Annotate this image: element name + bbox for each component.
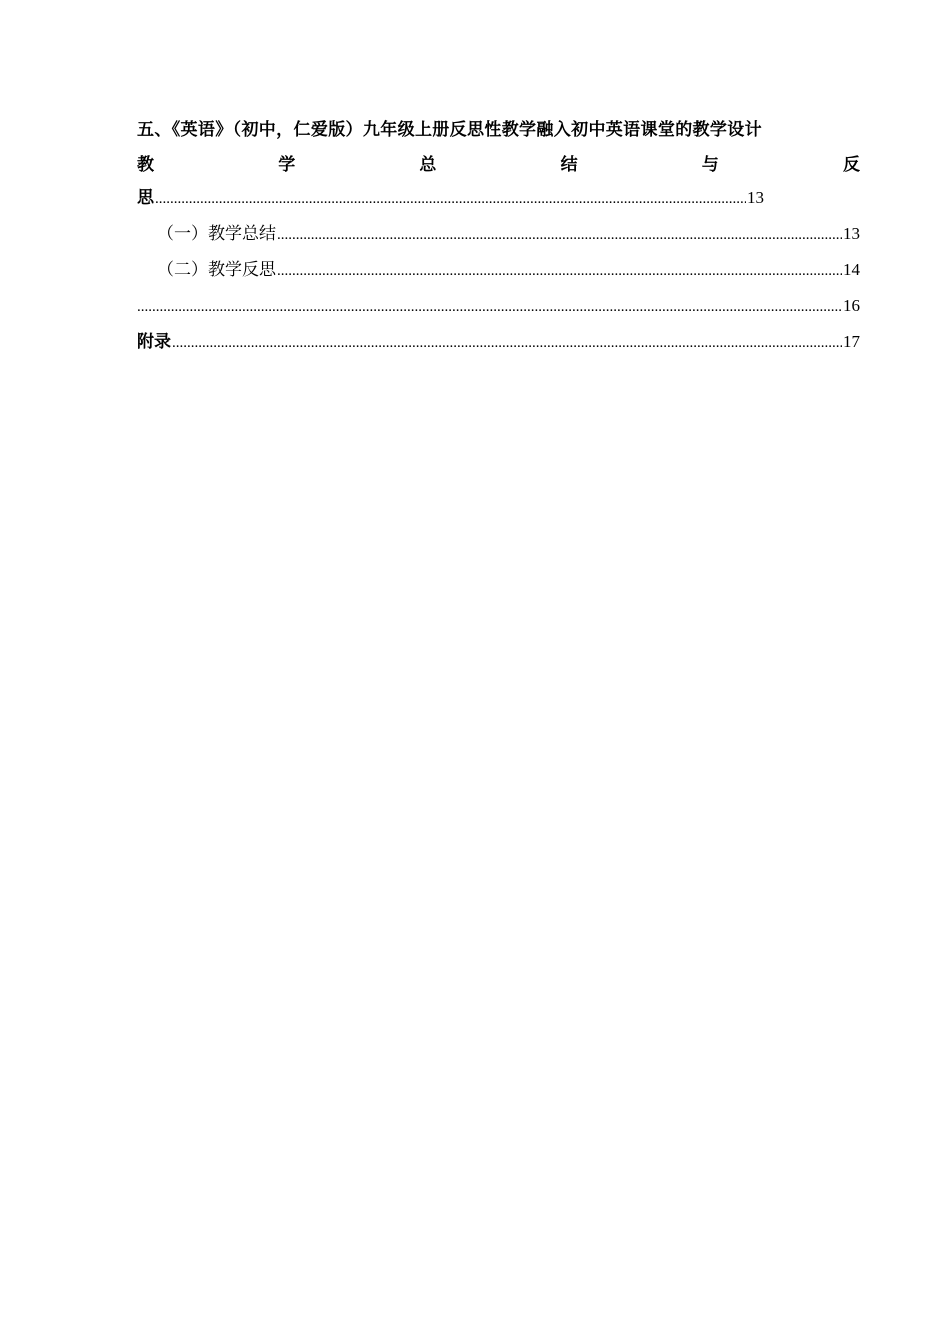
toc-entry-5-char: 学 [278,155,296,175]
toc-entry-5-line-2[interactable] [137,153,860,177]
toc-leader-dots [277,223,842,247]
toc-entry-5-char: 结 [560,155,578,175]
toc-blank-entry-page: 16 [843,296,860,315]
toc-leader-dots [155,187,746,211]
toc-entry-5-line-1[interactable] [137,118,860,142]
toc-appendix-title: 附录 [137,332,171,352]
toc-blank-entry[interactable] [137,294,860,318]
toc-entry-5-char: 总 [419,155,437,175]
toc-leader-dots [137,295,842,319]
toc-entry-5-char: 与 [701,155,719,175]
toc-appendix-page: 17 [843,332,860,351]
toc-leader-dots [172,331,842,355]
toc-leader-dots [277,259,842,283]
toc-appendix-entry[interactable] [137,330,860,354]
toc-entry-5-line-3[interactable] [137,186,764,210]
toc-entry-5-title-line-1: 五、《英语》（初中，仁爱版）九年级上册反思性教学融入初中英语课堂的教学设计 [137,120,762,140]
toc-sub-entry-2-title: （二）教学反思 [157,260,276,280]
toc-sub-entry-2-page: 14 [843,260,860,279]
toc-sub-entry-1-title: （一）教学总结 [157,224,276,244]
toc-sub-entry-1[interactable] [157,222,860,246]
toc-sub-entry-1-page: 13 [843,224,860,243]
toc-entry-5-page: 13 [747,188,764,207]
toc-entry-5-char: 反 [842,155,860,175]
toc-entry-5-char: 教 [137,155,154,175]
toc-entry-5-title-line-3: 思 [137,188,154,208]
toc-sub-entry-2[interactable] [157,258,860,282]
